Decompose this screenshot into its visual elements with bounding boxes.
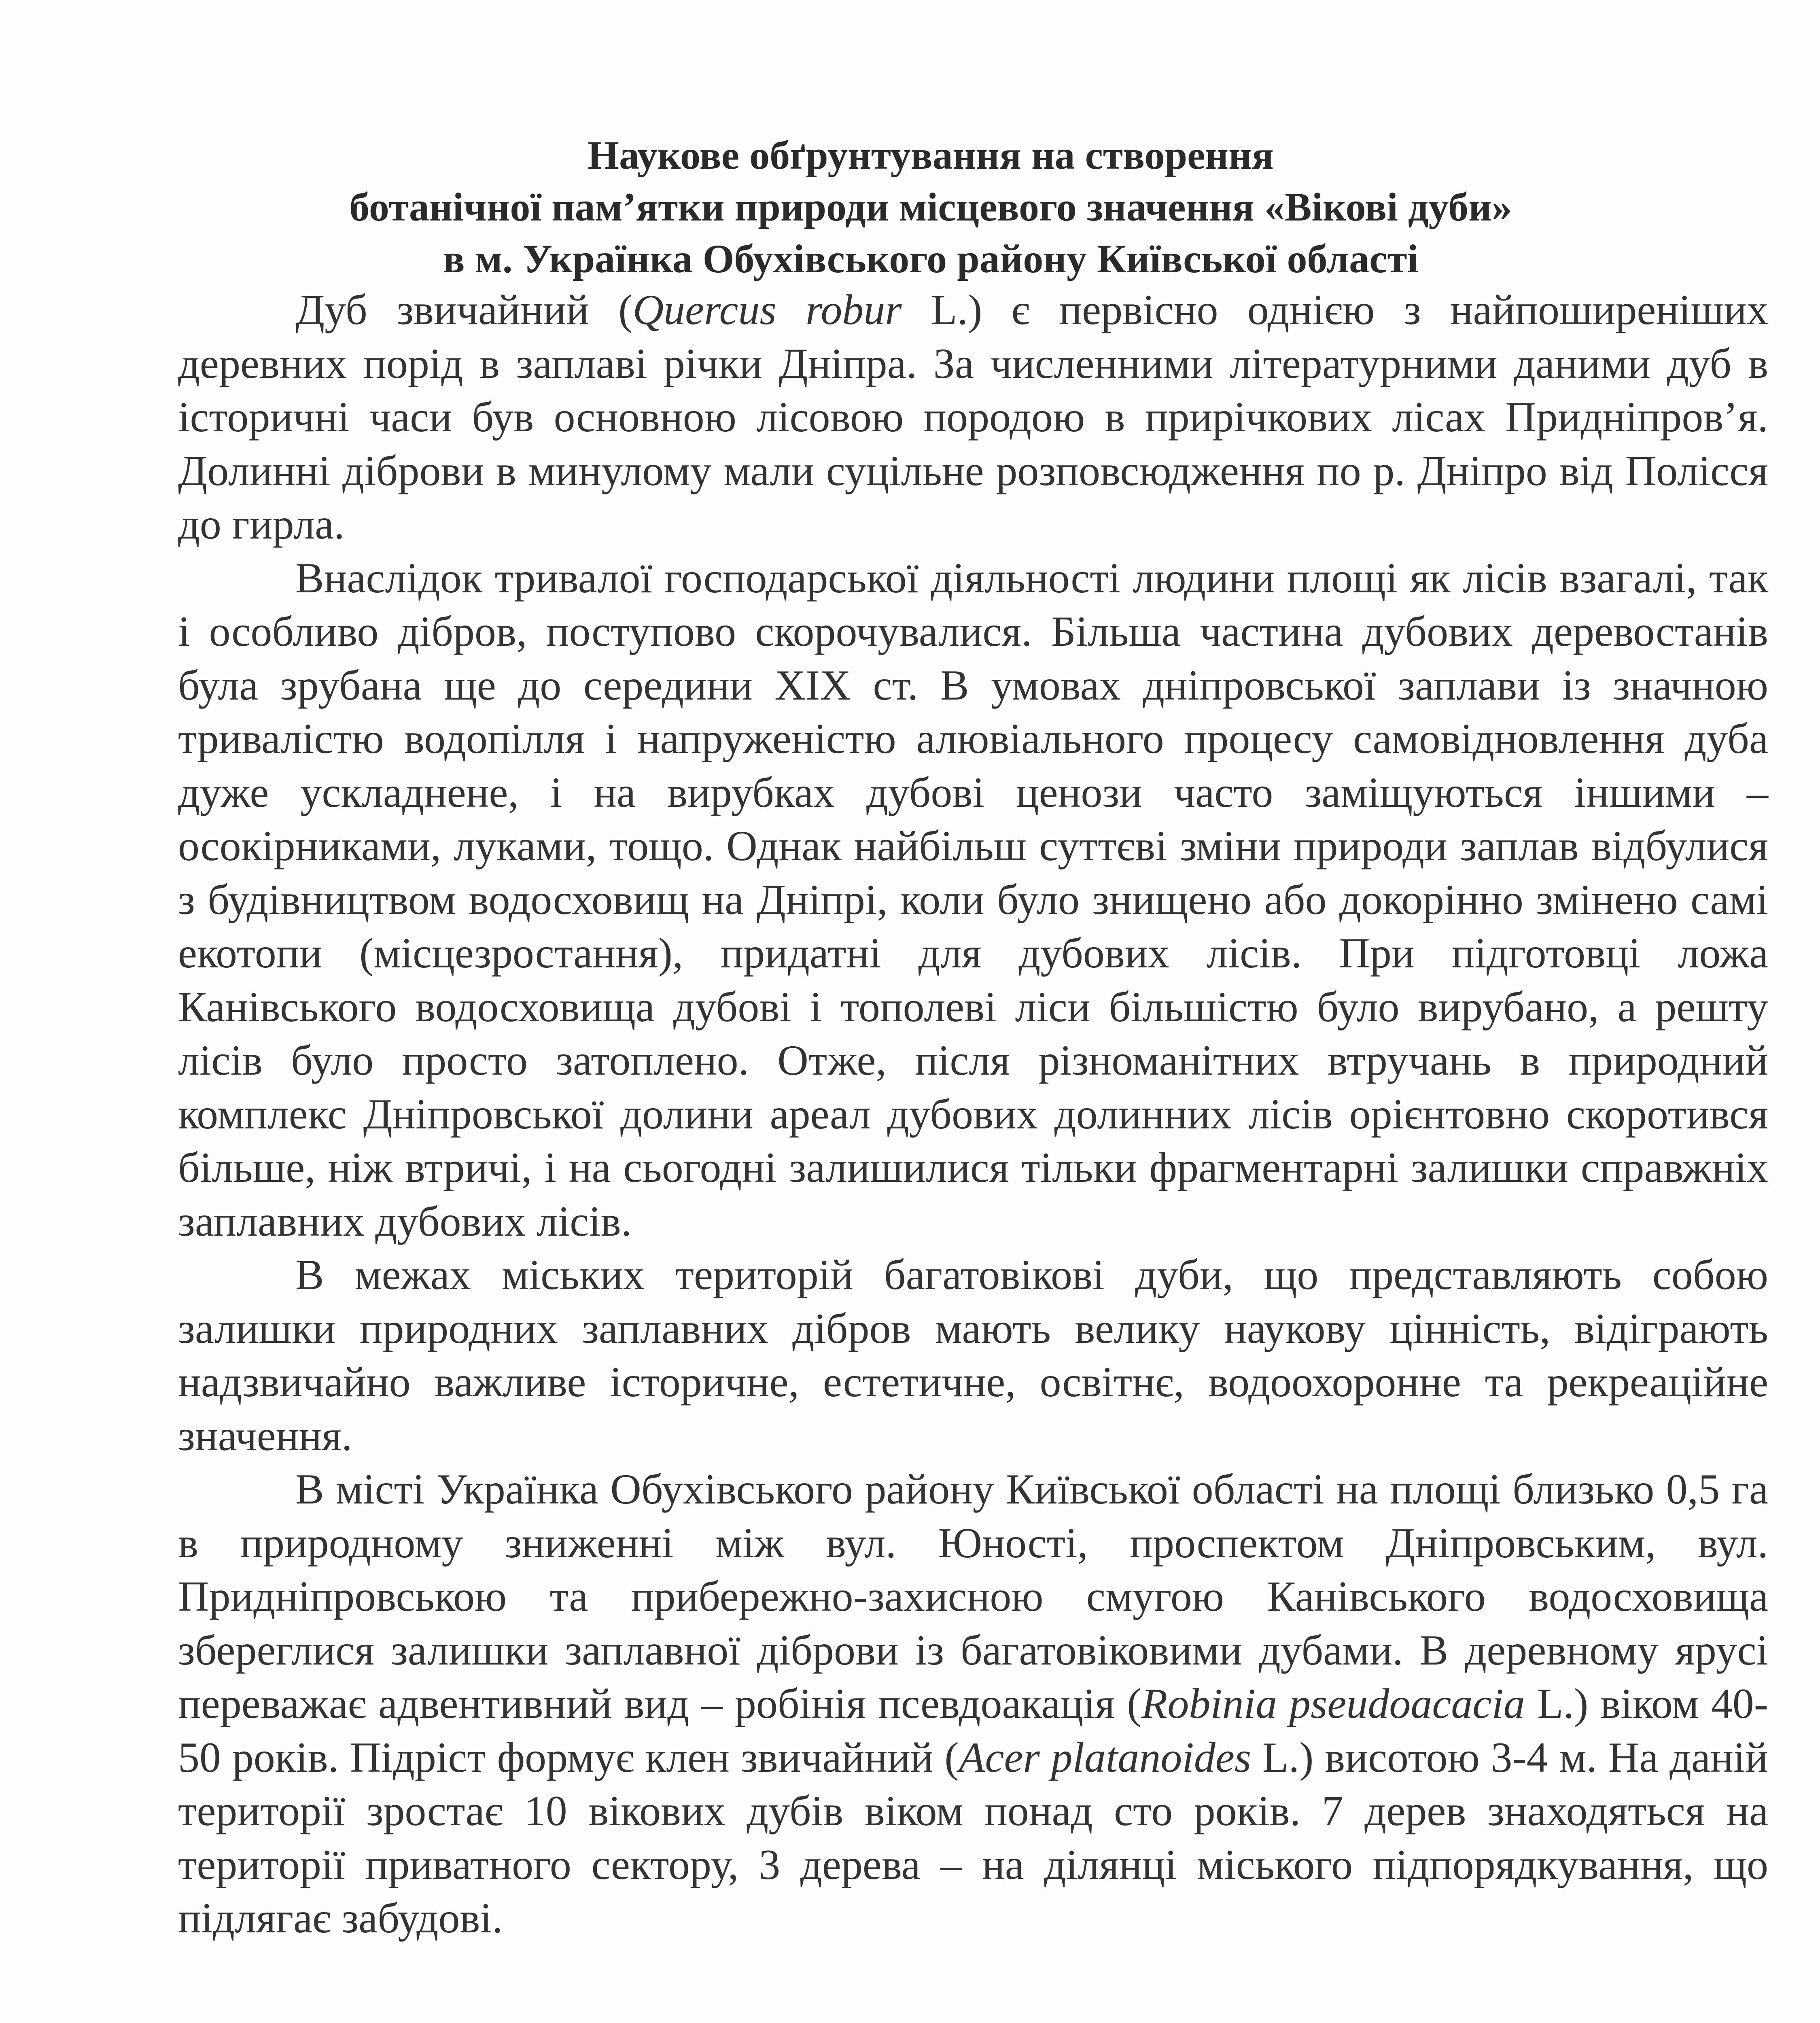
latin-name-quercus: Quercus robur [632,286,902,333]
paragraph-1-start: Дуб звичайний ( [295,286,633,333]
paragraph-4 [178,1463,1768,1945]
paragraph-4-part-1: В місті Українка Обухівського району Київської області на площі близько 0,5 га в природному зниженні між вул. Юності, проспектом Дніпровським, вул. Придніпровською та прибережно-захисною смугою Канівського водосховища збереглися залишки заплавної діброви із багатовіковими дубами. В деревному ярусі переважає адвентивний вид – робінія псевдоакація ( [178,1465,1768,1727]
title-line-1: Наукове обґрунтування на створення [588,133,1274,178]
document-title [182,129,1679,285]
latin-name-robinia: Robinia pseudoacacia [1141,1680,1525,1727]
title-line-2: ботанічної пам’ятки природи місцевого значення «Вікові дуби» [349,184,1512,229]
title-line-3: в м. Українка Обухівського району Київської області [443,236,1419,281]
document-body [178,283,1768,1945]
paragraph-2: Внаслідок тривалої господарської діяльності людини площі як лісів взагалі, так і особливо дібров, поступово скорочувалися. Більша частина дубових деревостанів була зрубана ще до середини XIX ст. В умовах дніпровської заплави із значною тривалістю водопілля і напруженістю алювіального процесу самовідновлення дуба дуже ускладнене, і на вирубках дубові ценози часто заміщуються іншими – осокірниками, луками, тощо. Однак найбільш суттєві зміни природи заплав відбулися з будівництвом водосховищ на Дніпрі, коли було знищено або докорінно змінено самі екотопи (місцезростання), придатні для дубових лісів. При підготовці ложа Канівського водосховища дубові і тополеві ліси більшістю було вирубано, а решту лісів було просто затоплено. Отже, після різноманітних втручань в природний комплекс Дніпровської долини ареал дубових долинних лісів орієнтовно скоротився більше, ніж втричі, і на сьогодні залишилися тільки фрагментарні залишки справжніх заплавних дубових лісів. [178,554,1768,1245]
paragraph-4-part-3: L.) висотою 3-4 м. На даній території зростає 10 вікових дубів віком понад сто років. 7 дерев знаходяться на території приватного сектору, 3 дерева – на ділянці міського підпорядкування, що підлягає забудові. [178,1733,1768,1942]
paragraph-1 [178,283,1768,551]
paragraph-3: В межах міських територій багатовікові дуби, що представляють собою залишки природних заплавних дібров мають велику наукову цінність, відіграють надзвичайно важливе історичне, естетичне, освітнє, водоохоронне та рекреаційне значення. [178,1251,1768,1459]
latin-name-acer: Acer platanoides [959,1733,1252,1781]
paragraph-4-part-2: L.) віком 40-50 років. Підріст формує клен звичайний ( [178,1680,1769,1781]
paragraph-1-rest: L.) є первісно однією з найпоширеніших деревних порід в заплаві річки Дніпра. За численними літературними даними дуб в історичні часи був основною лісовою породою в прирічкових лісах Придніпров’я. Долинні діброви в минулому мали суцільне розповсюдження по р. Дніпро від Полісся до гирла. [178,286,1768,548]
